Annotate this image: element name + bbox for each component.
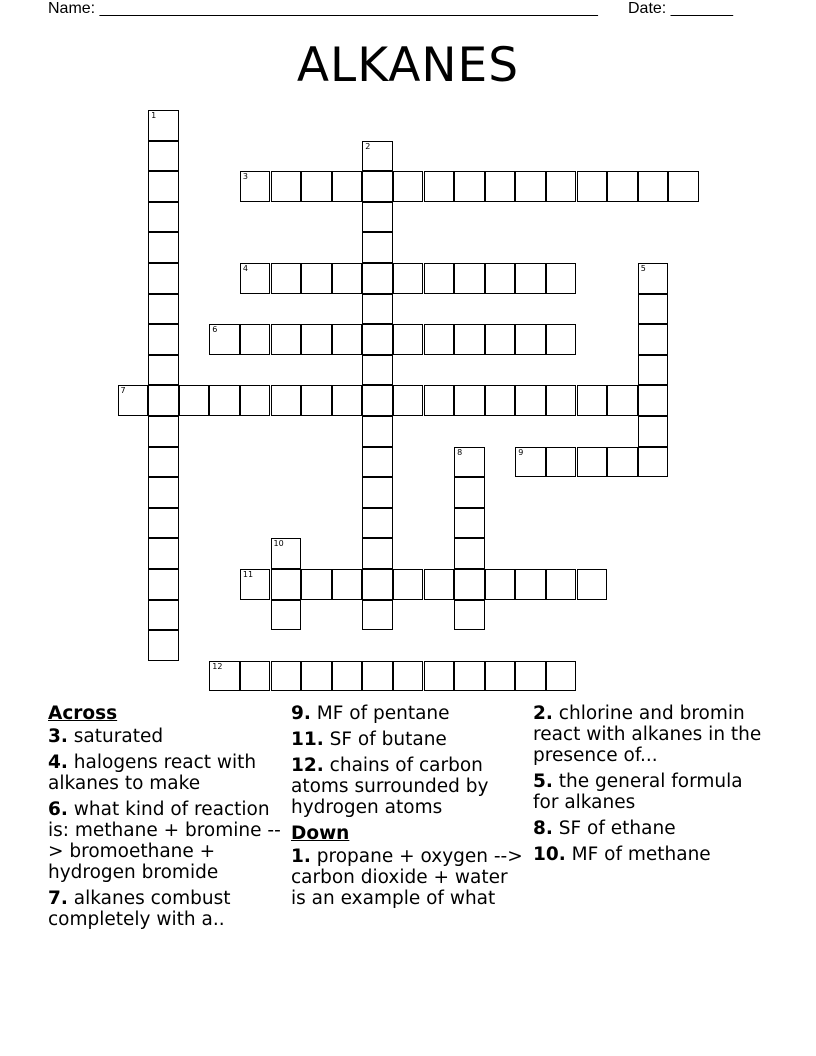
crossword-cell[interactable] (638, 263, 669, 294)
crossword-cell[interactable] (638, 294, 669, 325)
across-clue (291, 729, 526, 750)
crossword-cell[interactable] (454, 171, 485, 202)
crossword-cell[interactable] (424, 324, 455, 355)
crossword-cell[interactable] (332, 661, 363, 692)
crossword-cell[interactable] (546, 569, 577, 600)
down-clue (533, 771, 773, 813)
crossword-cell[interactable] (638, 324, 669, 355)
crossword-cell[interactable] (209, 385, 240, 416)
clue-text: saturated (73, 726, 164, 747)
crossword-cell[interactable] (515, 385, 546, 416)
crossword-cell[interactable] (148, 538, 179, 569)
crossword-cell[interactable] (454, 600, 485, 631)
clue-column-1 (48, 703, 283, 935)
crossword-cell[interactable] (393, 171, 424, 202)
crossword-cell[interactable] (454, 477, 485, 508)
crossword-cell[interactable] (362, 538, 393, 569)
clue-text: chains of carbon atoms surrounded by hydrogen atoms (291, 755, 489, 818)
clue-text: alkanes combust completely with a.. (48, 888, 231, 930)
clue-number-label: 1 (151, 111, 157, 120)
across-clue (291, 703, 526, 724)
crossword-cell[interactable] (271, 569, 302, 600)
clue-number-label: 3 (242, 172, 248, 182)
clue-number-label: 10 (273, 539, 284, 549)
crossword-cell[interactable] (638, 171, 669, 202)
crossword-cell[interactable] (393, 569, 424, 600)
crossword-cell[interactable] (546, 263, 577, 294)
clue-number-label: 2 (365, 141, 371, 151)
clue-number: 11. (291, 729, 324, 750)
crossword-cell[interactable] (393, 385, 424, 416)
crossword-cell[interactable] (607, 447, 638, 478)
crossword-cell[interactable] (607, 385, 638, 416)
crossword-cell[interactable] (271, 324, 302, 355)
crossword-cell[interactable] (362, 416, 393, 447)
crossword-cell[interactable] (638, 355, 669, 386)
clue-number: 8. (533, 818, 553, 839)
crossword-cell[interactable] (454, 263, 485, 294)
crossword-cell[interactable] (515, 569, 546, 600)
crossword-cell[interactable] (362, 385, 393, 416)
crossword-cell[interactable] (577, 447, 608, 478)
crossword-cell[interactable] (485, 569, 516, 600)
crossword-cell[interactable] (271, 263, 302, 294)
crossword-cell[interactable] (209, 324, 240, 355)
crossword-cell[interactable] (271, 600, 302, 631)
crossword-cell[interactable] (362, 324, 393, 355)
crossword-cell[interactable] (485, 263, 516, 294)
crossword-cell[interactable] (332, 171, 363, 202)
crossword-cell[interactable] (148, 630, 179, 661)
crossword-cell[interactable] (240, 324, 271, 355)
crossword-cell[interactable] (148, 324, 179, 355)
crossword-cell[interactable] (148, 355, 179, 386)
crossword-cell[interactable] (148, 569, 179, 600)
crossword-cell[interactable] (240, 569, 271, 600)
crossword-cell[interactable] (240, 661, 271, 692)
across-clue (48, 726, 283, 747)
down-clue (533, 844, 773, 865)
clue-number: 7. (48, 888, 68, 909)
across-heading: Across (48, 703, 118, 724)
crossword-cell[interactable] (148, 447, 179, 478)
crossword-cell[interactable] (332, 324, 363, 355)
crossword-cell[interactable] (301, 324, 332, 355)
clue-text: SF of butane (329, 729, 447, 750)
crossword-cell[interactable] (301, 385, 332, 416)
clue-text: MF of pentane (316, 703, 450, 724)
crossword-cell[interactable] (271, 171, 302, 202)
across-clue (291, 755, 526, 818)
crossword-cell[interactable] (148, 202, 179, 233)
crossword-cell[interactable] (577, 385, 608, 416)
crossword-cell[interactable] (362, 141, 393, 172)
clue-text: propane + oxygen --> carbon dioxide + water is an example of what (291, 846, 523, 909)
crossword-cell[interactable] (332, 569, 363, 600)
clue-number: 6. (48, 799, 68, 820)
clue-number-label: 8 (457, 447, 463, 457)
across-clue (48, 888, 283, 930)
across-clue (48, 752, 283, 794)
crossword-cell[interactable] (424, 661, 455, 692)
crossword-cell[interactable] (148, 141, 179, 172)
crossword-cell[interactable] (179, 385, 210, 416)
clue-number-label: 9 (518, 447, 524, 457)
down-clue (533, 818, 773, 839)
crossword-cell[interactable] (118, 385, 149, 416)
crossword-cell[interactable] (148, 263, 179, 294)
crossword-cell[interactable] (301, 661, 332, 692)
page-title: ALKANES (296, 38, 520, 93)
crossword-cell[interactable] (607, 171, 638, 202)
crossword-cell[interactable] (485, 661, 516, 692)
crossword-cell[interactable] (332, 263, 363, 294)
crossword-cell[interactable] (454, 324, 485, 355)
crossword-cell[interactable] (362, 355, 393, 386)
clue-text: SF of ethane (558, 818, 676, 839)
crossword-cell[interactable] (424, 263, 455, 294)
crossword-cell[interactable] (577, 569, 608, 600)
crossword-cell[interactable] (362, 447, 393, 478)
crossword-cell[interactable] (240, 263, 271, 294)
crossword-cell[interactable] (362, 232, 393, 263)
crossword-cell[interactable] (546, 385, 577, 416)
crossword-cell[interactable] (546, 661, 577, 692)
crossword-cell[interactable] (454, 661, 485, 692)
clue-number-label: 4 (242, 264, 248, 273)
crossword-cell[interactable] (515, 324, 546, 355)
crossword-cell[interactable] (638, 385, 669, 416)
crossword-cell[interactable] (362, 477, 393, 508)
down-clue (291, 846, 526, 909)
crossword-cell[interactable] (148, 385, 179, 416)
crossword-cell[interactable] (148, 171, 179, 202)
crossword-cell[interactable] (362, 294, 393, 325)
crossword-cell[interactable] (546, 171, 577, 202)
clue-number: 5. (533, 771, 553, 792)
crossword-cell[interactable] (148, 600, 179, 631)
crossword-cell[interactable] (332, 385, 363, 416)
crossword-cell[interactable] (271, 385, 302, 416)
clue-number: 2. (533, 703, 553, 724)
clue-text: halogens react with alkanes to make (48, 752, 257, 794)
crossword-cell[interactable] (424, 171, 455, 202)
clue-number: 10. (533, 844, 566, 865)
crossword-cell[interactable] (362, 508, 393, 539)
crossword-cell[interactable] (209, 661, 240, 692)
crossword-cell[interactable] (485, 324, 516, 355)
clue-number: 12. (291, 755, 324, 776)
crossword-cell[interactable] (362, 600, 393, 631)
clue-text: MF of methane (571, 844, 711, 865)
crossword-cell[interactable] (148, 294, 179, 325)
clue-number-label: 11 (242, 570, 254, 579)
crossword-cell[interactable] (577, 171, 608, 202)
crossword-cell[interactable] (546, 324, 577, 355)
crossword-cell[interactable] (362, 171, 393, 202)
crossword-cell[interactable] (148, 508, 179, 539)
crossword-cell[interactable] (515, 447, 546, 478)
crossword-cell[interactable] (454, 447, 485, 478)
clue-number-label: 5 (640, 264, 646, 273)
crossword-cell[interactable] (240, 171, 271, 202)
crossword-cell[interactable] (454, 569, 485, 600)
clue-text: chlorine and bromin react with alkanes in the presence of... (533, 703, 762, 766)
clue-number: 3. (48, 726, 68, 747)
crossword-cell[interactable] (515, 171, 546, 202)
crossword-cell[interactable] (148, 477, 179, 508)
clue-text: what kind of reaction is: methane + bromine --> bromoethane + hydrogen bromide (48, 799, 281, 883)
crossword-cell[interactable] (393, 661, 424, 692)
crossword-cell[interactable] (393, 324, 424, 355)
clue-number: 4. (48, 752, 68, 773)
across-clue (48, 799, 283, 883)
crossword-cell[interactable] (454, 385, 485, 416)
crossword-cell[interactable] (546, 447, 577, 478)
clue-number-label: 6 (212, 325, 218, 335)
crossword-cell[interactable] (148, 232, 179, 263)
crossword-cell[interactable] (515, 661, 546, 692)
crossword-cell[interactable] (668, 171, 699, 202)
down-clue (533, 703, 773, 766)
crossword-cell[interactable] (301, 263, 332, 294)
name-field-label: Name: ________________________________________________________ (48, 0, 598, 17)
crossword-cell[interactable] (515, 263, 546, 294)
clue-number: 1. (291, 846, 311, 867)
crossword-cell[interactable] (301, 171, 332, 202)
crossword-cell[interactable] (240, 385, 271, 416)
crossword-cell[interactable] (301, 569, 332, 600)
crossword-cell[interactable] (362, 661, 393, 692)
crossword-cell[interactable] (362, 202, 393, 233)
crossword-cell[interactable] (424, 569, 455, 600)
crossword-cell[interactable] (148, 416, 179, 447)
crossword-cell[interactable] (271, 538, 302, 569)
crossword-cell[interactable] (393, 263, 424, 294)
clue-column-2 (291, 703, 526, 914)
clue-column-3 (533, 703, 773, 870)
crossword-cell[interactable] (424, 385, 455, 416)
crossword-cell[interactable] (362, 263, 393, 294)
date-field-label: Date: _______ (628, 0, 733, 17)
clue-number: 9. (291, 703, 311, 724)
crossword-cell[interactable] (271, 661, 302, 692)
clue-number-label: 12 (212, 661, 223, 671)
down-heading: Down (291, 823, 350, 844)
crossword-cell[interactable] (485, 171, 516, 202)
crossword-cell[interactable] (485, 385, 516, 416)
crossword-cell[interactable] (454, 508, 485, 539)
crossword-cell[interactable] (454, 538, 485, 569)
crossword-cell[interactable] (148, 110, 179, 141)
clue-text: the general formula for alkanes (533, 771, 743, 813)
crossword-cell[interactable] (362, 569, 393, 600)
crossword-cell[interactable] (638, 447, 669, 478)
clue-number-label: 7 (120, 386, 126, 396)
crossword-cell[interactable] (638, 416, 669, 447)
